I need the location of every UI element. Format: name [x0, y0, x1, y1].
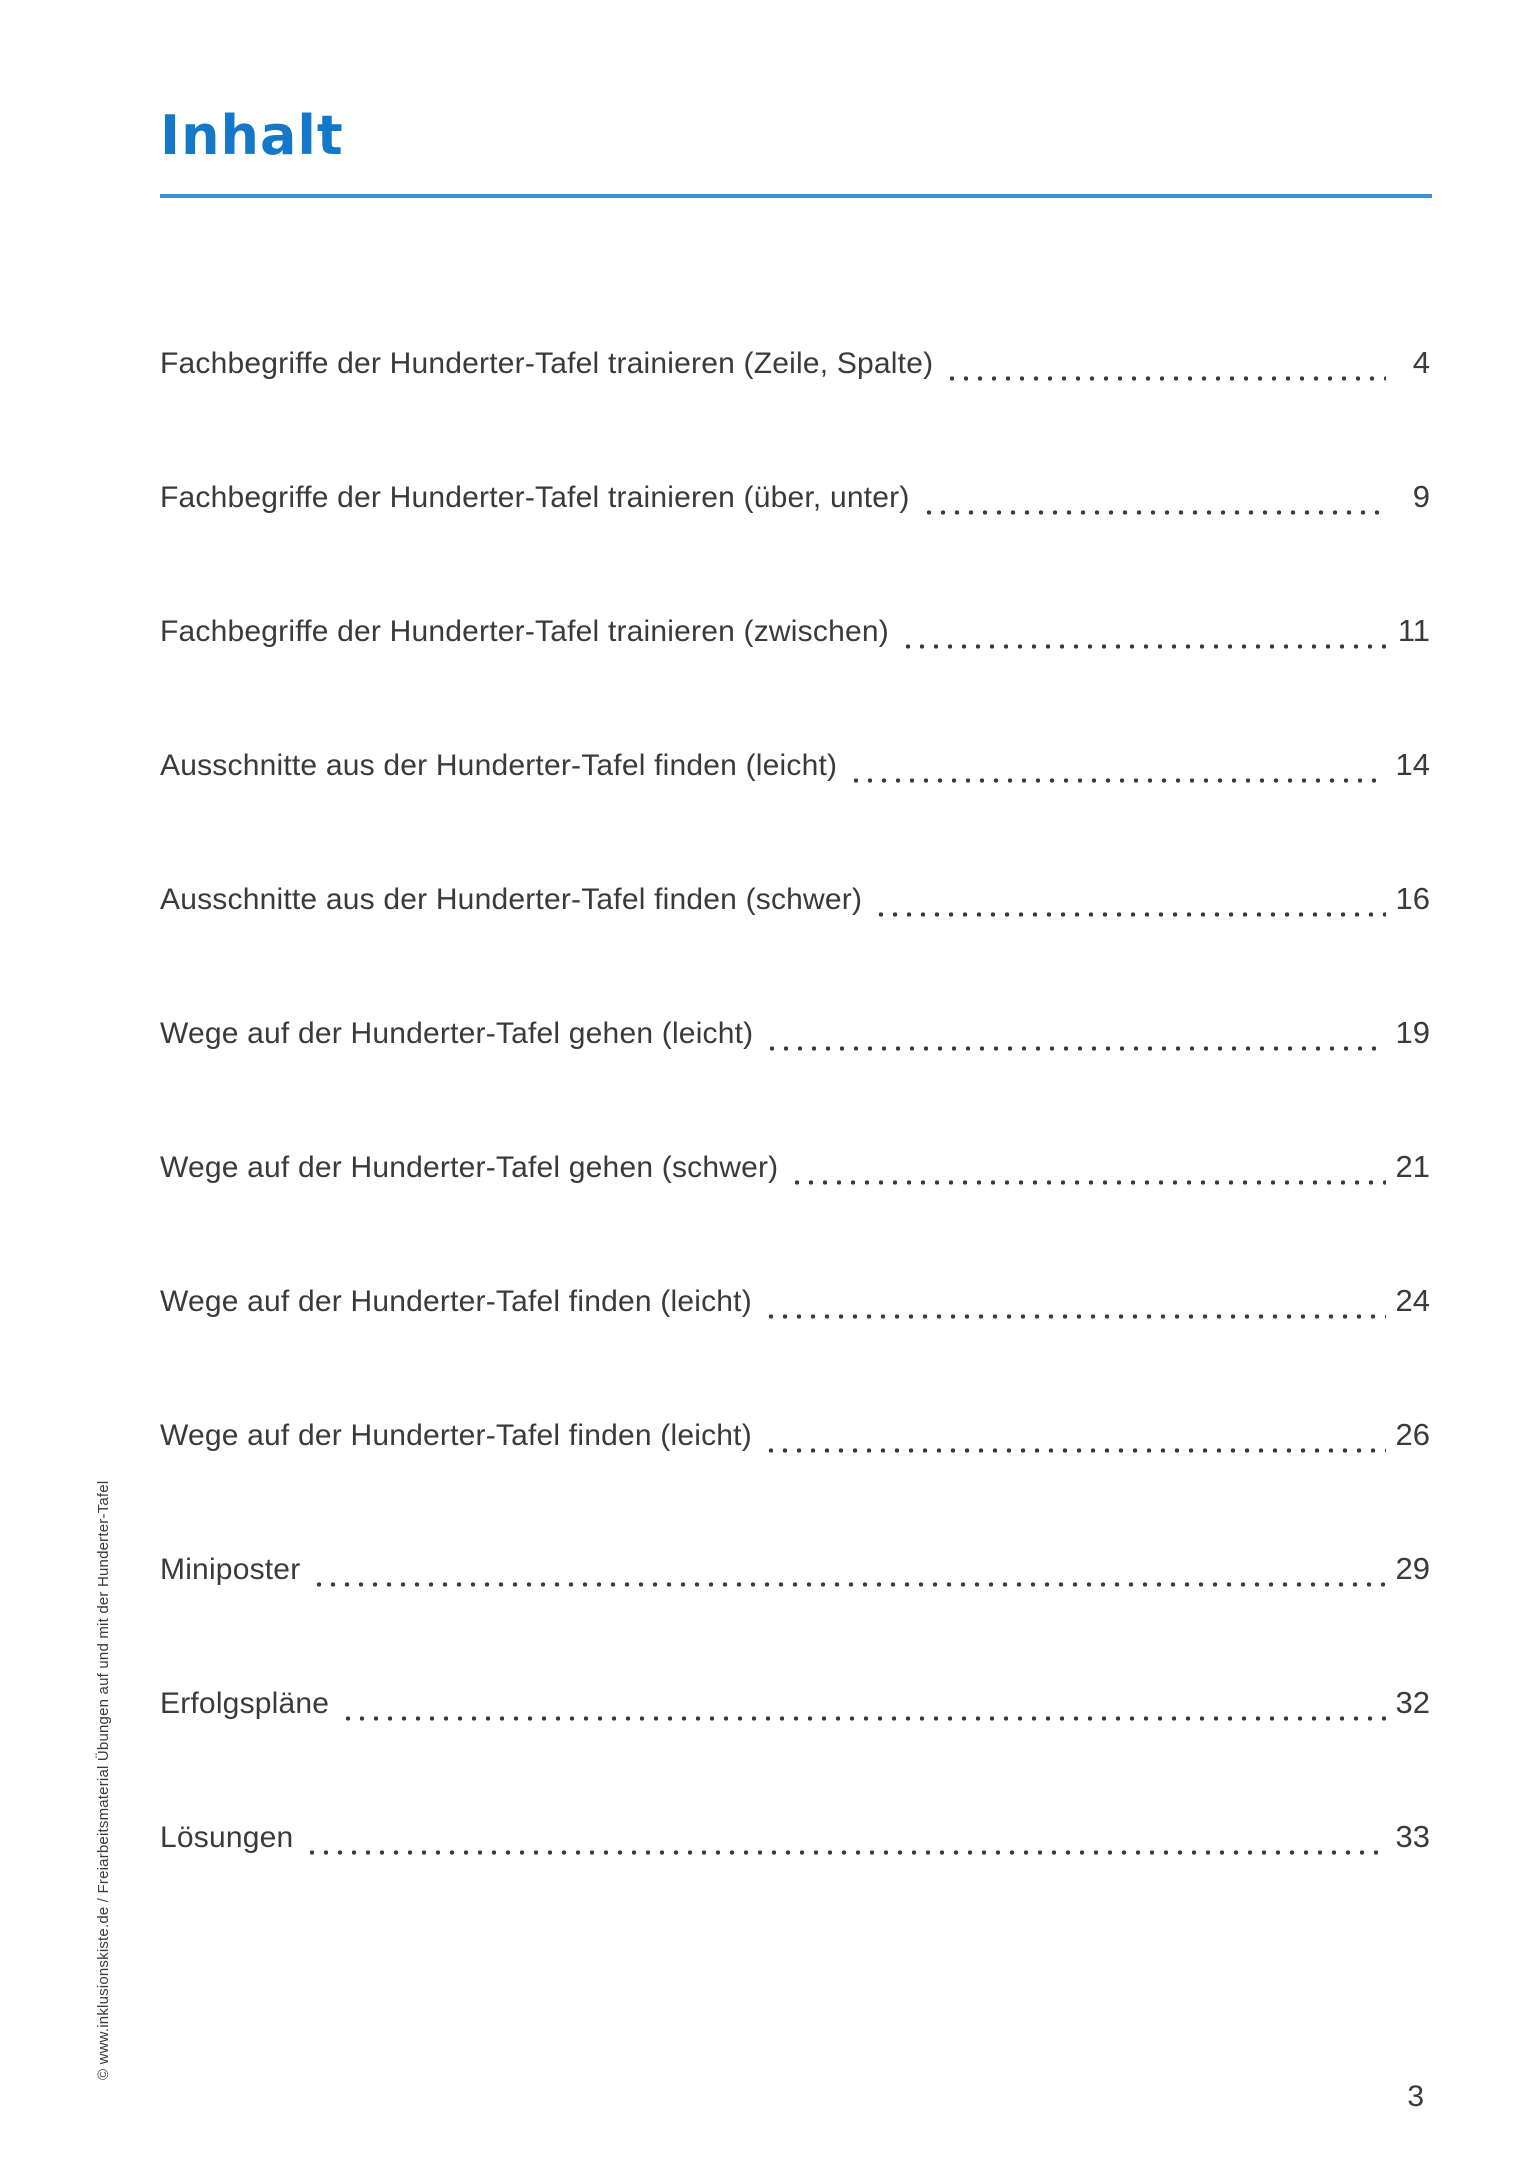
toc-entry — [160, 747, 1430, 791]
toc-entry — [160, 1819, 1430, 1863]
toc-dot-leader — [764, 1313, 1386, 1320]
copyright-credit: © www.inklusionskiste.de / Freiarbeitsmaterial Übungen auf und mit der Hunderter-Tafel — [95, 1480, 112, 2080]
toc-entry — [160, 1685, 1430, 1729]
toc-entry-page: 33 — [1395, 1819, 1430, 1854]
toc-dot-leader — [305, 1849, 1385, 1856]
toc-entry — [160, 345, 1430, 389]
toc-entry — [160, 1417, 1430, 1461]
toc-dot-leader — [312, 1581, 1385, 1588]
toc-entry-title: Wege auf der Hunderter-Tafel gehen (schwer) — [160, 1151, 779, 1184]
toc-entry-page: 9 — [1412, 479, 1430, 514]
toc-entry — [160, 1015, 1430, 1059]
toc-dot-leader — [901, 643, 1386, 650]
toc-entry-title: Fachbegriffe der Hunderter-Tafel trainieren (über, unter) — [160, 481, 910, 514]
toc-entry-title: Wege auf der Hunderter-Tafel gehen (leicht) — [160, 1017, 754, 1050]
toc-entry-page: 19 — [1395, 1015, 1430, 1050]
toc-entry — [160, 613, 1430, 657]
toc-entry-title: Erfolgspläne — [160, 1687, 330, 1720]
toc-entry-page: 14 — [1395, 747, 1430, 782]
toc-dot-leader — [945, 375, 1386, 382]
toc-entry-page: 29 — [1395, 1551, 1430, 1586]
toc-dot-leader — [764, 1447, 1386, 1454]
toc-entry-title: Fachbegriffe der Hunderter-Tafel trainieren (zwischen) — [160, 615, 889, 648]
page-number: 3 — [1407, 2080, 1424, 2113]
toc-dot-leader — [765, 1045, 1385, 1052]
toc-dot-leader — [922, 509, 1386, 516]
toc-entry-page: 24 — [1395, 1283, 1430, 1318]
toc-entry-title: Wege auf der Hunderter-Tafel finden (leicht) — [160, 1419, 752, 1452]
toc-entry-page: 16 — [1395, 881, 1430, 916]
toc-entry-title: Miniposter — [160, 1553, 301, 1586]
toc-dot-leader — [790, 1179, 1385, 1186]
toc-entry — [160, 1149, 1430, 1193]
toc-entry-title: Ausschnitte aus der Hunderter-Tafel finden (leicht) — [160, 749, 838, 782]
toc-entry-page: 4 — [1412, 345, 1430, 380]
toc-entry-page: 21 — [1395, 1149, 1430, 1184]
toc-entry-title: Wege auf der Hunderter-Tafel finden (leicht) — [160, 1285, 752, 1318]
page-title: Inhalt — [160, 104, 344, 167]
toc-dot-leader — [849, 777, 1385, 784]
toc-dot-leader — [341, 1715, 1385, 1722]
toc-entry — [160, 1283, 1430, 1327]
toc-entry-page: 11 — [1397, 613, 1430, 648]
toc-entry-title: Fachbegriffe der Hunderter-Tafel trainieren (Zeile, Spalte) — [160, 347, 934, 380]
toc-entry-page: 32 — [1395, 1685, 1430, 1720]
toc-entry — [160, 881, 1430, 925]
toc-entry — [160, 479, 1430, 523]
toc-entry — [160, 1551, 1430, 1595]
toc-entry-title: Ausschnitte aus der Hunderter-Tafel finden (schwer) — [160, 883, 863, 916]
toc-entry-page: 26 — [1395, 1417, 1430, 1452]
toc-entry-title: Lösungen — [160, 1821, 294, 1854]
toc-dot-leader — [874, 911, 1385, 918]
